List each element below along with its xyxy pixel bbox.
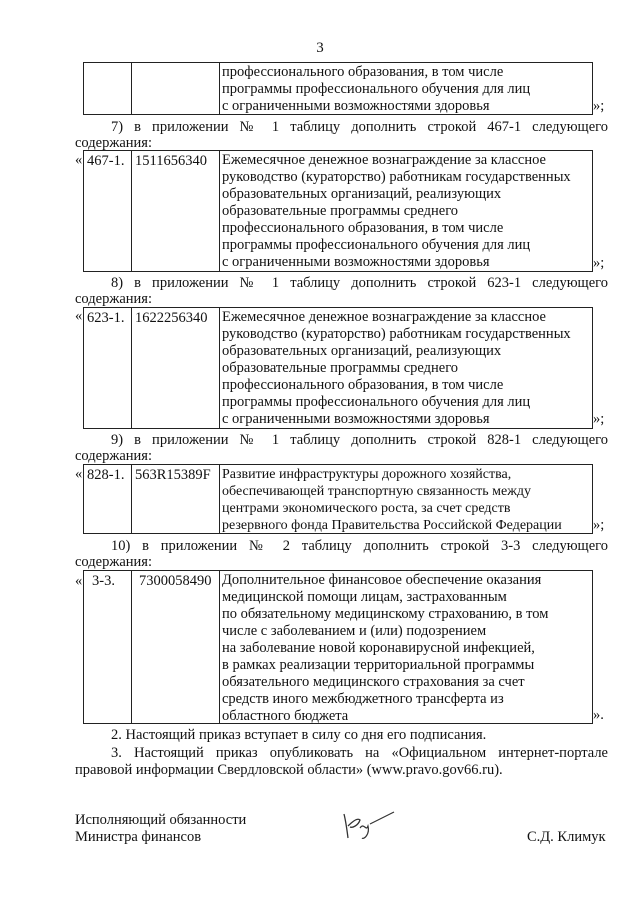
table-row: [83, 570, 593, 724]
cell-kbk: [132, 63, 220, 114]
amendment-intro: 7) в приложении № 1 таблицу дополнить строкой 467-1 следующего: [111, 119, 608, 135]
cell-description: Ежемесячное денежное вознаграждение за классное руководство (кураторство) работникам государственных образовательных организаций, реализующих образовательные программы среднего профессионального образования, в том числе программы профессионального обучения для лиц с ограниченными возможностями здоровья: [222, 309, 571, 427]
clause-3: 3. Настоящий приказ опубликовать на «Официальном интернет-портале: [111, 745, 608, 761]
cell-kbk: 7300058490: [132, 571, 220, 723]
signatory-name: С.Д. Климук: [527, 829, 606, 845]
cell-code: 828-1.: [84, 465, 132, 533]
handwritten-signature: [338, 808, 398, 842]
amendment-intro-cont: содержания:: [75, 448, 153, 464]
cell-code: 467-1.: [84, 151, 132, 271]
cell-kbk: 1622256340: [132, 308, 220, 428]
position-line: Исполняющий обязанности: [75, 812, 247, 828]
amendment-intro: 9) в приложении № 1 таблицу дополнить строкой 828-1 следующего: [111, 432, 608, 448]
opening-quote: «: [75, 573, 83, 589]
clause-2: 2. Настоящий приказ вступает в силу со дня его подписания.: [111, 727, 487, 743]
amendment-intro-cont: содержания:: [75, 554, 153, 570]
closing-quote: »;: [593, 411, 605, 427]
signatory-position: [75, 812, 246, 846]
amendment-intro-cont: содержания:: [75, 291, 153, 307]
cell-code: 623-1.: [84, 308, 132, 428]
opening-quote: «: [75, 308, 83, 324]
closing-quote: »;: [593, 255, 605, 271]
cell-description: Развитие инфраструктуры дорожного хозяйства, обеспечивающей транспортную связанность между центрами экономического роста, за счет средств резервного фонда Правительства Российской Федерации: [222, 467, 562, 533]
cell-description: Дополнительное финансовое обеспечение оказания медицинской помощи лицам, застрахованным по обязательному медицинскому страхованию, в том числе с заболеванием и (или) подозрением на заболевание новой коронавирусной инфекцией, в рамках реализации территориальной программы обязательного медицинского страхования за счет средств иного межбюджетного трансферта из областного бюджета: [222, 572, 549, 724]
cell-code: 3-3.: [84, 571, 132, 723]
cell-kbk: 563R15389F: [132, 465, 220, 533]
cell-description: профессионального образования, в том числе программы профессионального обучения для лиц с ограниченными возможностями здоровья: [222, 64, 531, 114]
cell-code: [84, 63, 132, 114]
amendment-intro-cont: содержания:: [75, 135, 153, 151]
amendment-intro: 8) в приложении № 1 таблицу дополнить строкой 623-1 следующего: [111, 275, 608, 291]
closing-quote: »;: [593, 517, 605, 533]
cell-description: Ежемесячное денежное вознаграждение за классное руководство (кураторство) работникам государственных образовательных организаций, реализующих образовательные программы среднего профессионального образования, в том числе программы профессионального обучения для лиц с ограниченными возможностями здоровья: [222, 152, 571, 270]
opening-quote: «: [75, 466, 83, 482]
closing-quote: ».: [593, 707, 604, 723]
clause-3-cont: правовой информации Свердловской области» (www.pravo.gov66.ru).: [75, 762, 503, 778]
page-number: 3: [316, 40, 324, 56]
opening-quote: «: [75, 152, 83, 168]
table-row-continuation: [83, 62, 593, 115]
cell-kbk: 1511656340: [132, 151, 220, 271]
closing-quote: »;: [593, 98, 605, 114]
table-row: [83, 307, 593, 429]
table-row: [83, 464, 593, 534]
table-row: [83, 150, 593, 272]
amendment-intro: 10) в приложении № 2 таблицу дополнить строкой 3-3 следующего: [111, 538, 608, 554]
position-line: Министра финансов: [75, 829, 202, 845]
